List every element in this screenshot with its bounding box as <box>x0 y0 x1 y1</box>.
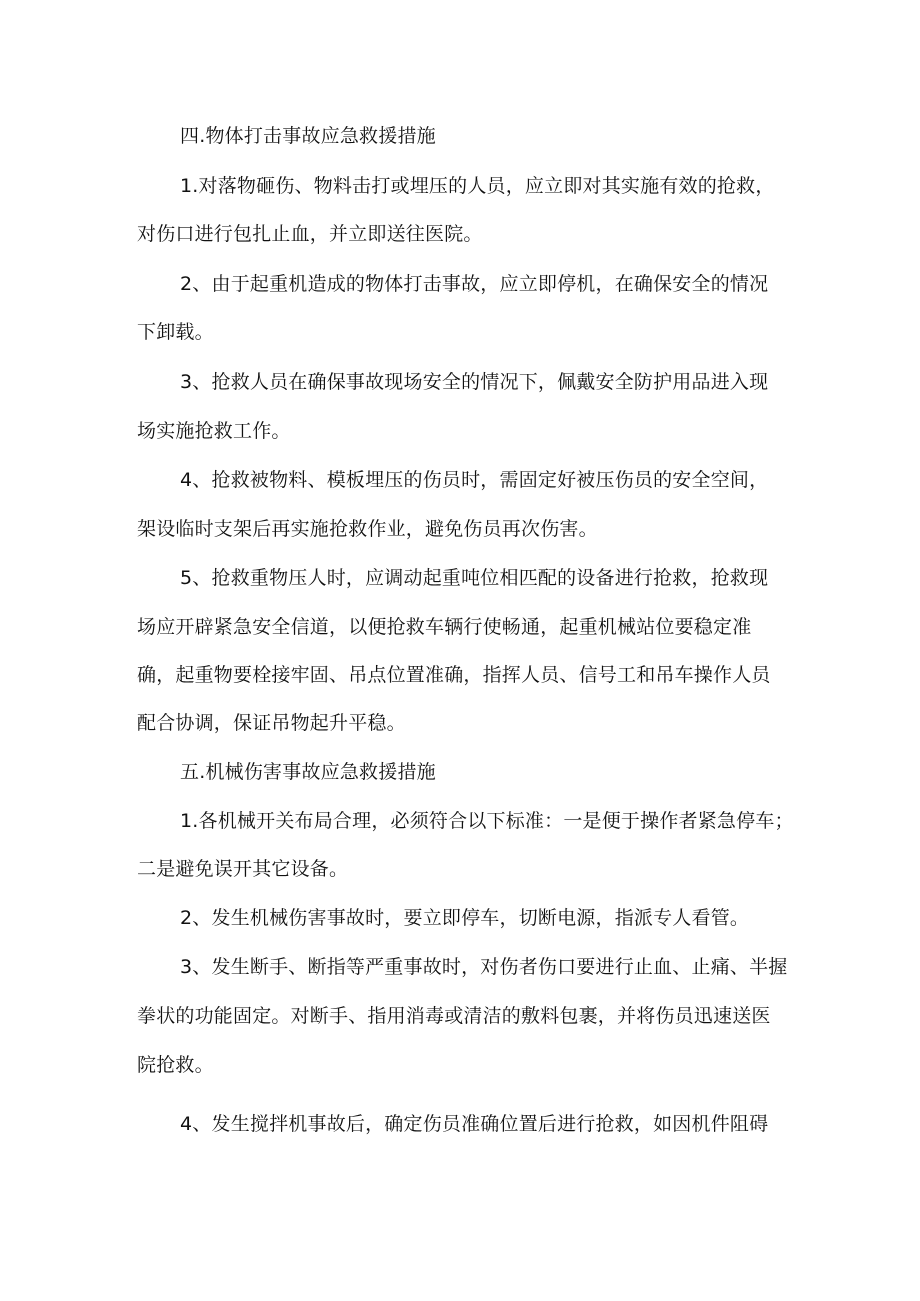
section5-item3-line2: 拳状的功能固定。对断手、指用消毒或清洁的敷料包裹，并将伤员迅速送医 <box>137 1005 771 1027</box>
section5-item1-line1: 1.各机械开关布局合理，必须符合以下标准：一是便于操作者紧急停车； <box>180 810 794 832</box>
section4-item5-line3: 确，起重物要栓接牢固、吊点位置准确，指挥人员、信号工和吊车操作人员 <box>137 664 771 686</box>
section5-heading: 五.机械伤害事故应急救援措施 <box>180 761 436 783</box>
section5-item1-line2: 二是避免误开其它设备。 <box>137 858 349 880</box>
section4-item3-line2: 场实施抢救工作。 <box>137 420 291 442</box>
section4-item2-line1: 2、由于起重机造成的物体打击事故，应立即停机，在确保安全的情况 <box>180 273 769 295</box>
section4-item4-line2: 架设临时支架后再实施抢救作业，避免伤员再次伤害。 <box>137 518 598 540</box>
section4-item4-line1: 4、抢救被物料、模板埋压的伤员时，需固定好被压伤员的安全空间， <box>180 469 769 491</box>
section4-item3-line1: 3、抢救人员在确保事故现场安全的情况下，佩戴安全防护用品进入现 <box>180 371 769 393</box>
section4-heading: 四.物体打击事故应急救援措施 <box>180 125 436 147</box>
section4-item1-line1: 1.对落物砸伤、物料击打或埋压的人员，应立即对其实施有效的抢救， <box>180 175 775 197</box>
section4-item5-line1: 5、抢救重物压人时，应调动起重吨位相匹配的设备进行抢救，抢救现 <box>180 567 769 589</box>
section5-item2-line1: 2、发生机械伤害事故时，要立即停车，切断电源，指派专人看管。 <box>180 907 750 929</box>
section4-item5-line4: 配合协调，保证吊物起升平稳。 <box>137 712 406 734</box>
section4-item2-line2: 下卸载。 <box>137 321 214 343</box>
section4-item1-line2: 对伤口进行包扎止血，并立即送往医院。 <box>137 223 483 245</box>
section4-item5-line2: 场应开辟紧急安全信道，以便抢救车辆行使畅通，起重机械站位要稳定准 <box>137 616 752 638</box>
section5-item3-line1: 3、发生断手、断指等严重事故时，对伤者伤口要进行止血、止痛、半握 <box>180 956 788 978</box>
section5-item4-line1: 4、发生搅拌机事故后，确定伤员准确位置后进行抢救，如因机件阻碍 <box>180 1113 769 1135</box>
section5-item3-line3: 院抢救。 <box>137 1054 214 1076</box>
